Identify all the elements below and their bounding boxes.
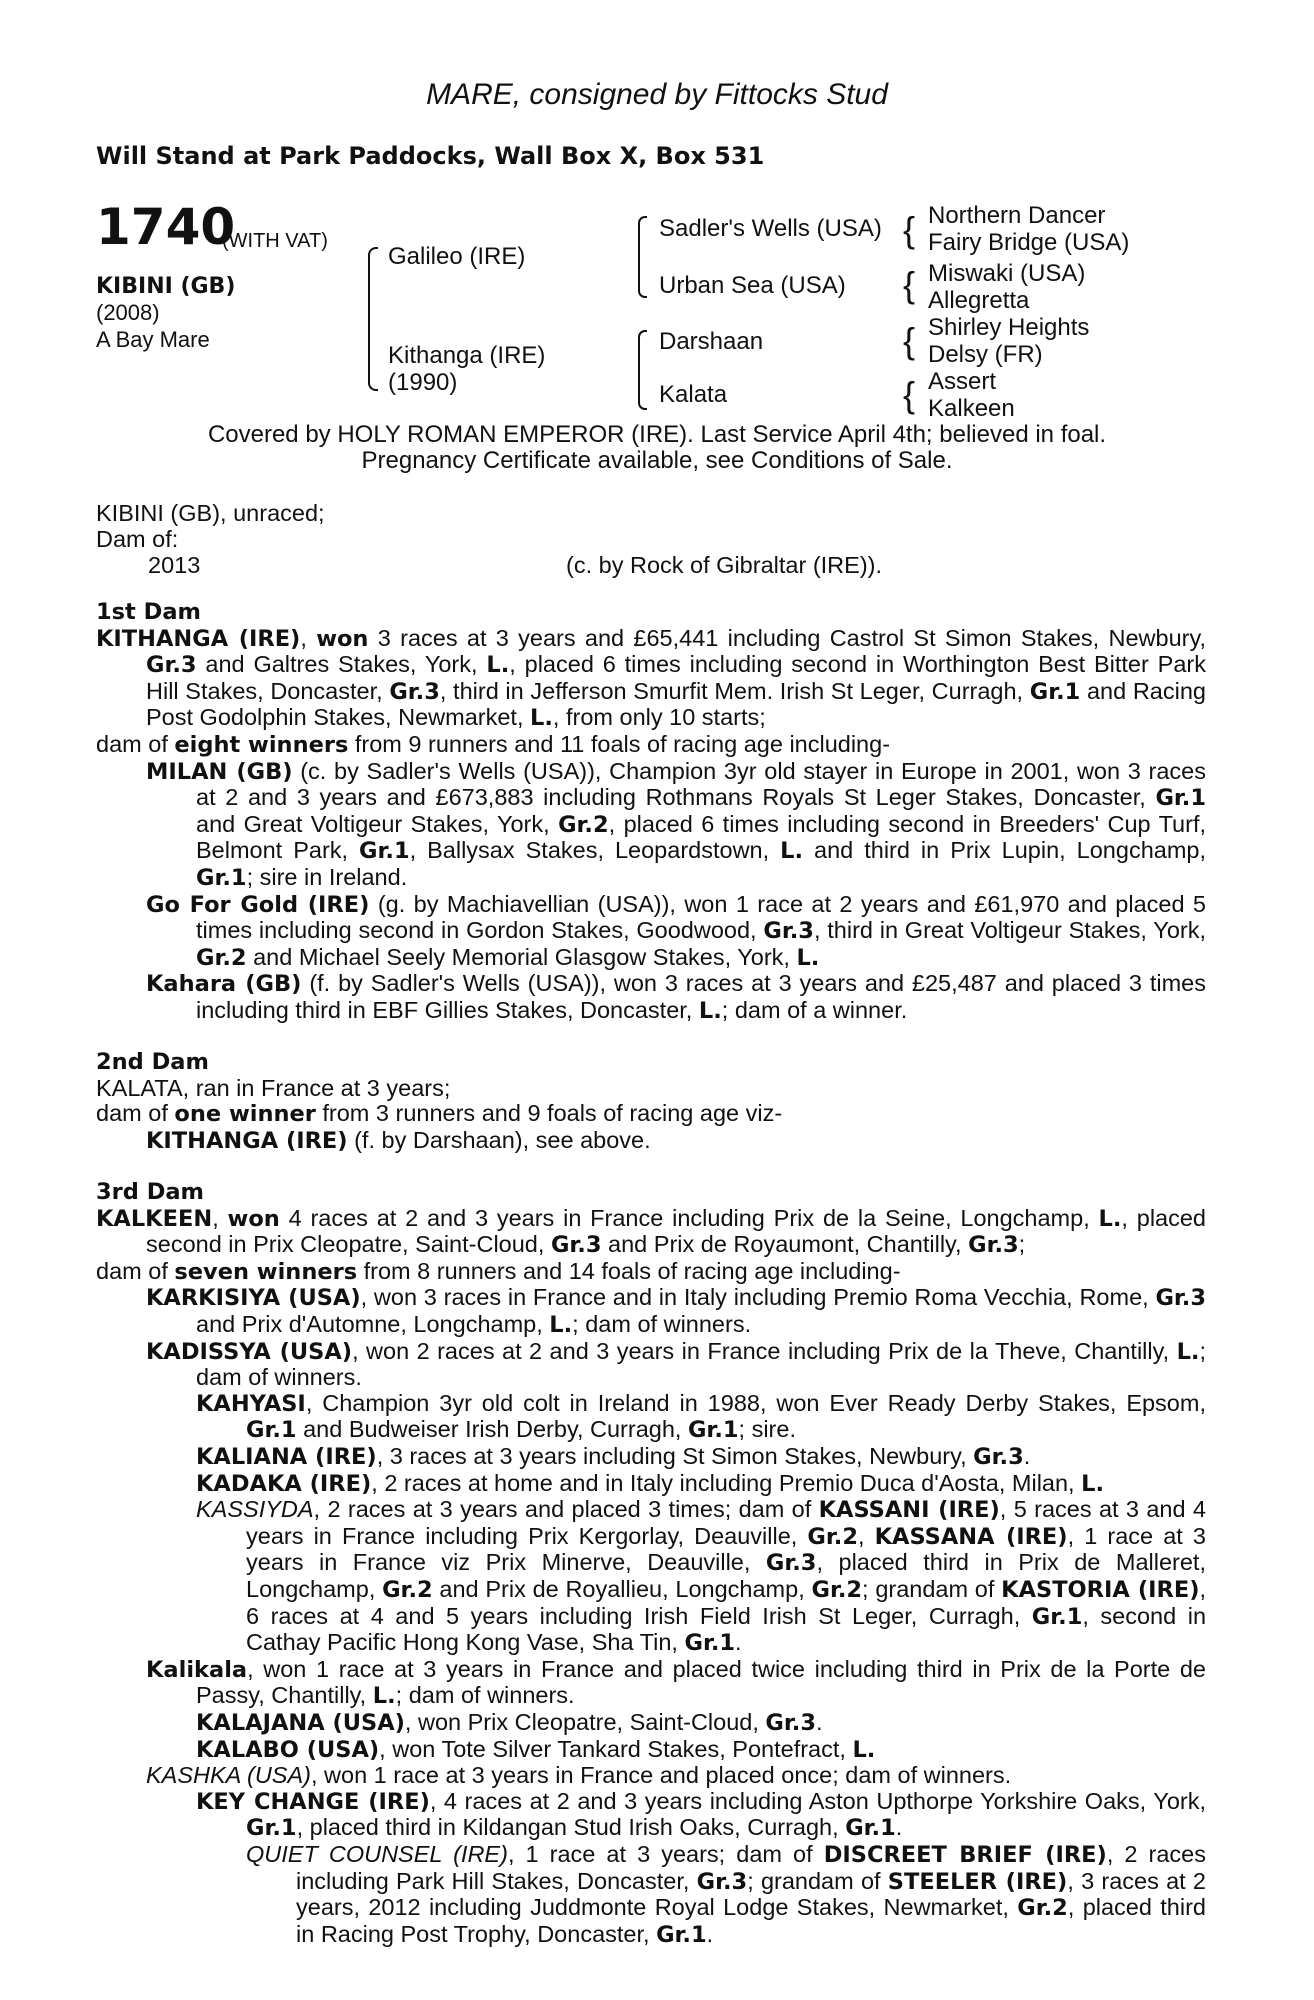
horse-name: Kalikala — [146, 1656, 248, 1683]
grade: Gr.1 — [359, 838, 410, 865]
produce-year: 2013 — [148, 552, 201, 578]
horse-name: KASHKA (USA) — [146, 1762, 311, 1789]
text: , — [300, 624, 317, 651]
text: , 4 races at 2 and 3 years including Aston Upthorpe Yorkshire Oaks, York, — [429, 1787, 1206, 1814]
second-dam-heading: 2nd Dam — [96, 1049, 209, 1076]
won-label: won — [227, 1205, 280, 1232]
text: . — [706, 1920, 714, 1947]
text: ; grandam of — [747, 1867, 888, 1894]
text: , from only 10 starts; — [552, 704, 766, 731]
text: , placed third in Prix de Malleret, Longchamp, — [246, 1549, 1206, 1602]
horse-name: KADISSYA (USA) — [146, 1338, 353, 1365]
grade: L. — [796, 944, 820, 971]
pedigree-sire: Galileo (IRE) — [388, 243, 526, 270]
produce-kadaka — [96, 1471, 1206, 1498]
page-title: MARE, consigned by Fittocks Stud — [426, 78, 888, 111]
grade: L. — [1176, 1338, 1200, 1365]
text: ; — [1018, 1231, 1026, 1258]
produce-milan — [96, 759, 1206, 892]
pedigree-g3-1: Northern Dancer — [928, 202, 1106, 229]
text: ; sire in Ireland. — [246, 863, 408, 890]
text: , — [212, 1204, 228, 1231]
grade: L. — [486, 652, 510, 679]
produce-kadissya — [96, 1339, 1206, 1391]
text: , — [857, 1522, 875, 1549]
text: and Budweiser Irish Derby, Curragh, — [296, 1416, 688, 1443]
text: (f. by Darshaan), see above. — [347, 1126, 651, 1153]
text: and Prix de Royallieu, Longchamp, — [432, 1575, 812, 1602]
grade: Gr.3 — [973, 1444, 1024, 1470]
horse-year: (2008) — [96, 300, 160, 325]
produce-go-for-gold — [96, 892, 1206, 972]
text: . — [895, 1814, 903, 1841]
horse-name: KIBINI (GB) — [96, 274, 236, 299]
pedigree-g3-3: Miswaki (USA) — [928, 260, 1086, 287]
produce-intro: KIBINI (GB), unraced; — [96, 500, 325, 526]
produce-kalajana — [96, 1710, 1206, 1737]
grade: Gr.3 — [389, 678, 440, 705]
text: , third in Jefferson Smurfit Mem. Irish St Leger, Curragh, — [439, 677, 1030, 704]
grade: L. — [530, 705, 553, 732]
text: , won Tote Silver Tankard Stakes, Pontefract, — [379, 1735, 853, 1762]
grade: Gr.2 — [196, 944, 247, 971]
produce-karkisiya — [96, 1285, 1206, 1338]
horse-name: STEELER (IRE) — [887, 1868, 1068, 1895]
lot-number: 1740 — [96, 198, 236, 256]
text: , placed third in Racing Post Trophy, Doncaster, — [296, 1894, 1206, 1947]
text: and Michael Seely Memorial Glasgow Stakes, York, — [246, 943, 797, 970]
horse-name: MILAN (GB) — [146, 758, 293, 785]
pedigree-g3-6: Delsy (FR) — [928, 341, 1043, 368]
grade: Gr.2 — [558, 811, 609, 838]
grade: Gr.1 — [687, 1417, 739, 1444]
text: ; dam of winners. — [196, 1337, 1207, 1391]
produce-kalikala — [96, 1657, 1206, 1710]
bracket-gen2-bottom — [638, 330, 647, 410]
pedigree-g3-7: Assert — [928, 368, 997, 395]
text: , won 2 races at 2 and 3 years in France including Prix de la Theve, Chantilly, — [352, 1337, 1177, 1364]
grade: Gr.1 — [1155, 785, 1206, 812]
text: ; dam of a winner. — [721, 996, 908, 1023]
text: , Champion 3yr old colt in Ireland in 1988, won Ever Ready Derby Stakes, Epsom, — [305, 1389, 1206, 1416]
horse-description: A Bay Mare — [96, 327, 210, 352]
produce-key-change — [96, 1789, 1206, 1842]
text: and Racing Post Godolphin Stakes, Newmarket, — [146, 677, 1206, 731]
first-dam-record — [96, 626, 1206, 732]
grade: Gr.3 — [765, 1550, 817, 1577]
grade: Gr.1 — [246, 1417, 297, 1444]
text: from 3 runners and 9 foals of racing age viz- — [315, 1100, 783, 1127]
third-dam-heading: 3rd Dam — [96, 1179, 204, 1206]
catalogue-body — [96, 600, 1206, 1948]
third-dam-record — [96, 1206, 1206, 1259]
grade: Gr.2 — [811, 1576, 863, 1603]
dam-name: KALKEEN — [96, 1205, 213, 1232]
grade: Gr.1 — [1029, 678, 1081, 705]
grade: L. — [1081, 1470, 1104, 1497]
brace-g4: { — [903, 374, 916, 415]
horse-name: KASSANA (IRE) — [874, 1523, 1068, 1550]
text: , 2 races at home and in Italy including Premio Duca d'Aosta, Milan, — [371, 1469, 1082, 1496]
horse-name: KARKISIYA (USA) — [146, 1285, 361, 1312]
text: dam of — [96, 1100, 175, 1127]
winners-count: one winner — [174, 1101, 316, 1128]
grade: Gr.3 — [1155, 1285, 1206, 1312]
grade: Gr.1 — [246, 1815, 297, 1842]
produce-kahyasi — [96, 1391, 1206, 1444]
second-dam-record: KALATA, ran in France at 3 years; — [96, 1074, 451, 1101]
produce-kalabo — [96, 1737, 1206, 1764]
grade: Gr.2 — [1017, 1895, 1068, 1922]
grade: L. — [372, 1683, 396, 1710]
text: 4 races at 2 and 3 years in France including Prix de la Seine, Longchamp, — [279, 1204, 1099, 1231]
produce-kahara — [96, 971, 1206, 1024]
grade: Gr.3 — [696, 1868, 748, 1895]
brace-g1: { — [903, 209, 916, 250]
horse-name: KADAKA (IRE) — [196, 1470, 372, 1497]
second-dam-summary — [96, 1101, 1206, 1128]
text: , won Prix Cleopatre, Saint-Cloud, — [404, 1708, 766, 1735]
pedigree-dam-dam: Kalata — [659, 381, 728, 408]
grade: Gr.3 — [763, 918, 814, 945]
bracket-gen1 — [368, 247, 378, 391]
grade: Gr.3 — [968, 1232, 1019, 1259]
horse-name: KITHANGA (IRE) — [146, 1127, 348, 1154]
winners-count: eight winners — [174, 731, 349, 758]
pedigree-g3-2: Fairy Bridge (USA) — [928, 229, 1130, 256]
text: , 1 race at 3 years in France viz Prix Minerve, Deauville, — [246, 1522, 1206, 1576]
text: and Galtres Stakes, York, — [196, 651, 487, 678]
grade: Gr.1 — [845, 1815, 896, 1842]
text: from 9 runners and 11 foals of racing age including- — [348, 730, 891, 757]
produce-kassiyda — [96, 1497, 1206, 1657]
text: ; dam of winners. — [572, 1311, 752, 1338]
text: , 1 race at 3 years; dam of — [507, 1840, 824, 1867]
brace-g2: { — [903, 264, 916, 305]
horse-name: KASSIYDA — [196, 1496, 314, 1523]
text: , placed 6 times including second in Breeders' Cup Turf, Belmont Park, — [196, 810, 1207, 864]
third-dam-summary — [96, 1259, 1206, 1286]
text: (f. by Sadler's Wells (USA)), won 3 races at 3 years and £25,487 and placed 3 times including third in EBF Gillies Stakes, Doncaster, — [196, 970, 1206, 1023]
text: 3 races at 3 years and £65,441 including Castrol St Simon Stakes, Newbury, — [368, 624, 1207, 651]
pedigree-g3-4: Allegretta — [928, 287, 1030, 314]
brace-g3: { — [903, 320, 916, 361]
grade: Gr.3 — [550, 1232, 602, 1259]
text: , 3 races at 3 years including St Simon Stakes, Newbury, — [376, 1443, 974, 1469]
horse-name: Kahara (GB) — [146, 971, 302, 998]
grade: Gr.1 — [1031, 1603, 1083, 1630]
text: , placed 6 times including second in Worthington Best Bitter Park Hill Stakes, Doncaster, — [146, 651, 1206, 704]
text: (g. by Machiavellian (USA)), won 1 race at 2 years and £61,970 and placed 5 times including second in Gordon Stakes, Goodwood, — [196, 890, 1206, 944]
pedigree-g3-5: Shirley Heights — [928, 314, 1090, 341]
text: . — [1023, 1443, 1031, 1469]
pedigree-sire-dam: Urban Sea (USA) — [659, 272, 846, 299]
pregnancy-line: Pregnancy Certificate available, see Conditions of Sale. — [361, 447, 953, 474]
text: and third in Prix Lupin, Longchamp, — [803, 837, 1207, 864]
produce-kaliana — [96, 1444, 1206, 1471]
text: , placed third in Kildangan Stud Irish Oaks, Curragh, — [296, 1814, 846, 1841]
produce-kashka — [96, 1763, 1206, 1789]
grade: L. — [852, 1736, 876, 1763]
text: , third in Great Voltigeur Stakes, York, — [813, 917, 1206, 944]
winners-count: seven winners — [174, 1258, 358, 1285]
first-dam-summary — [96, 732, 1206, 759]
pedigree-sire-sire: Sadler's Wells (USA) — [659, 215, 882, 242]
first-dam-heading: 1st Dam — [96, 599, 201, 625]
grade: L. — [780, 838, 804, 865]
horse-name: KALAJANA (USA) — [196, 1709, 405, 1736]
covered-line: Covered by HOLY ROMAN EMPEROR (IRE). Last Service April 4th; believed in foal. — [207, 421, 1107, 448]
text: and Great Voltigeur Stakes, York, — [196, 810, 559, 837]
text: from 8 runners and 14 foals of racing age including- — [357, 1257, 901, 1284]
stand-location: Will Stand at Park Paddocks, Wall Box X, Box 531 — [96, 142, 765, 170]
text: ; grandam of — [862, 1575, 1002, 1602]
pedigree-dam-sire: Darshaan — [659, 328, 764, 355]
horse-name: Go For Gold (IRE) — [146, 891, 370, 918]
text: , won 1 race at 3 years in France and placed once; dam of winners. — [310, 1762, 1012, 1789]
text: . — [815, 1708, 823, 1735]
grade: Gr.1 — [196, 864, 247, 891]
horse-name: KASTORIA (IRE) — [1001, 1576, 1200, 1603]
pedigree-dam-year: (1990) — [388, 369, 458, 396]
bracket-gen2-top — [638, 216, 647, 298]
pedigree-dam: Kithanga (IRE) — [388, 342, 546, 369]
grade: Gr.2 — [807, 1523, 858, 1550]
text: ; dam of winners. — [395, 1682, 575, 1709]
grade: Gr.1 — [684, 1630, 736, 1657]
grade: L. — [1098, 1205, 1122, 1232]
text: , 6 races at 4 and 5 years including Irish Field Irish St Leger, Curragh, — [246, 1575, 1207, 1629]
produce-entry: (c. by Rock of Gibraltar (IRE)). — [566, 552, 882, 578]
produce-dam-of: Dam of: — [96, 526, 179, 552]
text: , won 3 races in France and in Italy including Premio Roma Vecchia, Rome, — [360, 1284, 1156, 1311]
grade: L. — [698, 997, 722, 1024]
won-label: won — [316, 625, 369, 652]
text: and Prix d'Automne, Longchamp, — [196, 1311, 550, 1338]
text: , 5 races at 3 and 4 years in France including Prix Kergorlay, Deauville, — [246, 1496, 1206, 1549]
grade: Gr.1 — [656, 1921, 707, 1948]
grade: L. — [549, 1312, 573, 1339]
pedigree-g3-8: Kalkeen — [928, 395, 1015, 422]
dam-name: KITHANGA (IRE) — [96, 625, 301, 652]
horse-name: KASSANI (IRE) — [818, 1497, 1000, 1524]
vat-label: (WITH VAT) — [222, 230, 328, 252]
text: ; sire. — [738, 1416, 796, 1443]
text: and Prix de Royaumont, Chantilly, — [601, 1231, 969, 1258]
horse-name: QUIET COUNSEL (IRE) — [246, 1840, 508, 1867]
text: , won 1 race at 3 years in France and placed twice including third in Prix de la Porte de Passy, Chantilly, — [196, 1655, 1206, 1709]
horse-name: KALABO (USA) — [196, 1736, 380, 1763]
text: , second in Cathay Pacific Hong Kong Vase, Sha Tin, — [246, 1602, 1207, 1656]
horse-name: KEY CHANGE (IRE) — [196, 1788, 430, 1815]
text: , 2 races at 3 years and placed 3 times; dam of — [313, 1496, 819, 1523]
horse-name: KAHYASI — [196, 1390, 306, 1417]
text: , placed second in Prix Cleopatre, Saint-Cloud, — [146, 1204, 1206, 1258]
text: (c. by Sadler's Wells (USA)), Champion 3yr old stayer in Europe in 2001, won 3 races at 2 and 3 years and £673,883 including Rothmans Royals St Leger Stakes, Doncaster, — [196, 757, 1206, 811]
horse-name: KALIANA (IRE) — [196, 1444, 377, 1470]
horse-name: DISCREET BRIEF (IRE) — [823, 1841, 1107, 1868]
text: . — [735, 1629, 742, 1656]
grade: Gr.2 — [382, 1576, 433, 1603]
text: dam of — [96, 730, 175, 757]
text: , 3 races at 2 years, 2012 including Juddmonte Royal Lodge Stakes, Newmarket, — [296, 1867, 1207, 1921]
text: , Ballysax Stakes, Leopardstown, — [409, 837, 781, 864]
grade: Gr.3 — [765, 1709, 816, 1736]
grade: Gr.3 — [146, 652, 197, 679]
text: , 2 races including Park Hill Stakes, Doncaster, — [296, 1840, 1206, 1894]
text: dam of — [96, 1257, 175, 1284]
second-dam-produce — [96, 1128, 1206, 1155]
produce-quiet-counsel — [96, 1842, 1206, 1948]
